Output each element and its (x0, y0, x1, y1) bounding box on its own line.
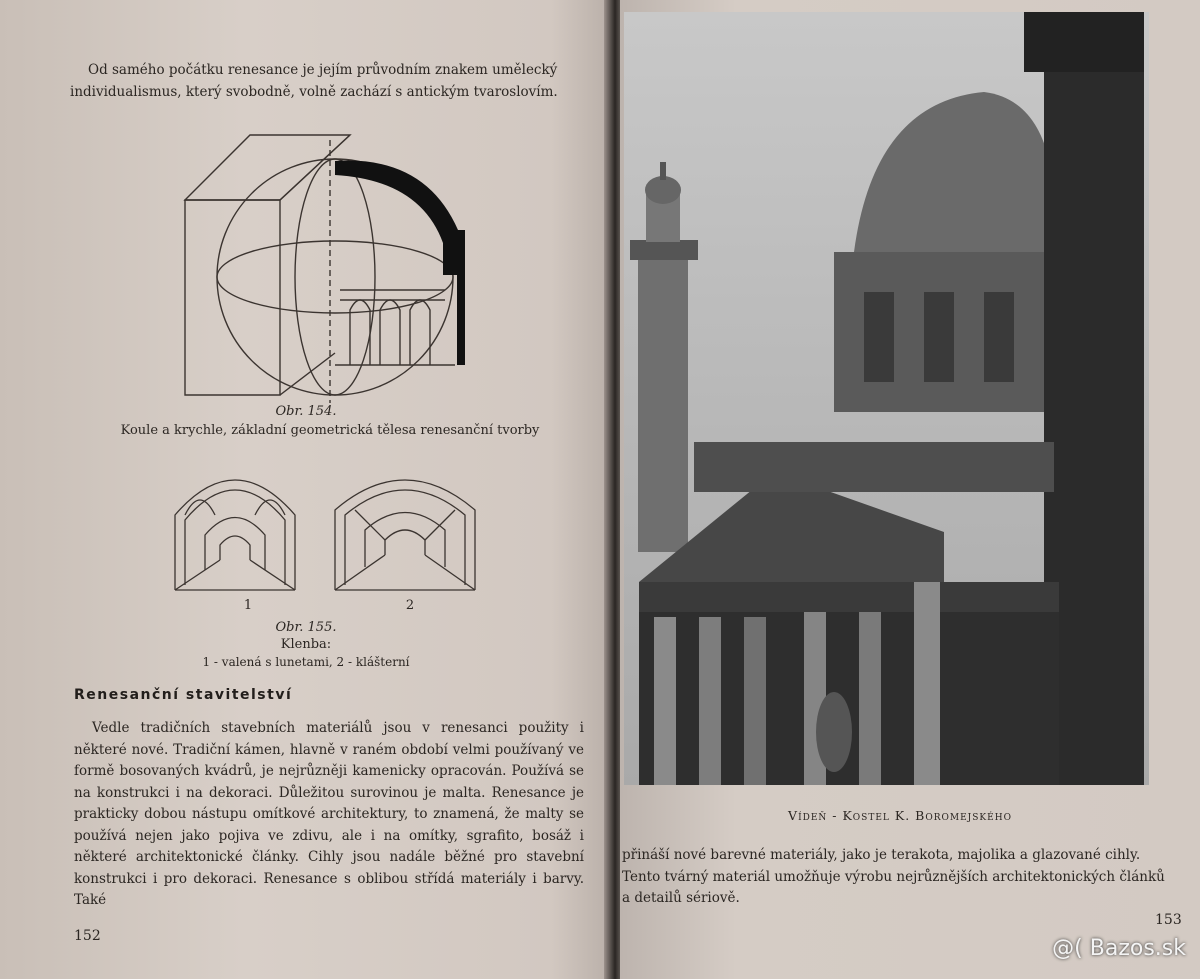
fig155-label-2: 2 (405, 598, 415, 613)
fig155-label-1: 1 (243, 598, 253, 613)
page-number-left: 152 (74, 928, 101, 944)
figure-154-cube-sphere (175, 125, 475, 405)
page-number-right: 153 (1155, 912, 1182, 928)
watermark: @( Bazos.sk (1052, 936, 1186, 961)
section-heading: Renesanční stavitelství (74, 687, 293, 703)
photo-caption: Vídeň - Kostel K. Boromejského (788, 808, 1012, 823)
fig155-caption: 1 - valená s lunetami, 2 - klášterní (202, 655, 410, 669)
body-paragraph-right: přináší nové barevné materiály, jako je terakota, majolika a glazované cihly. Tento tvárný materiál umožňuje výrobu nejrůznějších architektonických článků a detailů sériově. (622, 847, 1165, 906)
fig155-number: Obr. 155. (275, 620, 337, 635)
fig155-title: Klenba: (280, 637, 332, 652)
fig154-number: Obr. 154. (275, 404, 337, 419)
intro-paragraph: Od samého počátku renesance je jejím průvodním znakem umělecký individualismus, který svobodně, volně zachází s antickým tvaroslovím. (70, 62, 558, 100)
figure-155-vaults (165, 455, 495, 600)
church-photo (624, 12, 1149, 785)
fig154-caption: Koule a krychle, základní geometrická tělesa renesanční tvorby (120, 423, 540, 438)
body-paragraph-left: Vedle tradičních stavebních materiálů jsou v renesanci použity i některé nové. Tradiční kámen, hlavně v raném období velmi používaný ve formě bosovaných kvádrů, je nejrůzněji kamenicky opracován. Používá se na konstrukci i na dekoraci. Důležitou surovinou je malta. Renesance je prakticky dobou nástupu omítkové architektury, to znamená, že malty se používá nejen jako pojiva ve zdivu, ale i na omítky, sgrafito, bosáž i některé architektonické články. Cihly jsou nadále běžné pro stavební konstrukci i pro dekoraci. Renesance s oblibou střídá materiály i barvy. Také (74, 720, 584, 908)
right-page (620, 0, 1200, 979)
